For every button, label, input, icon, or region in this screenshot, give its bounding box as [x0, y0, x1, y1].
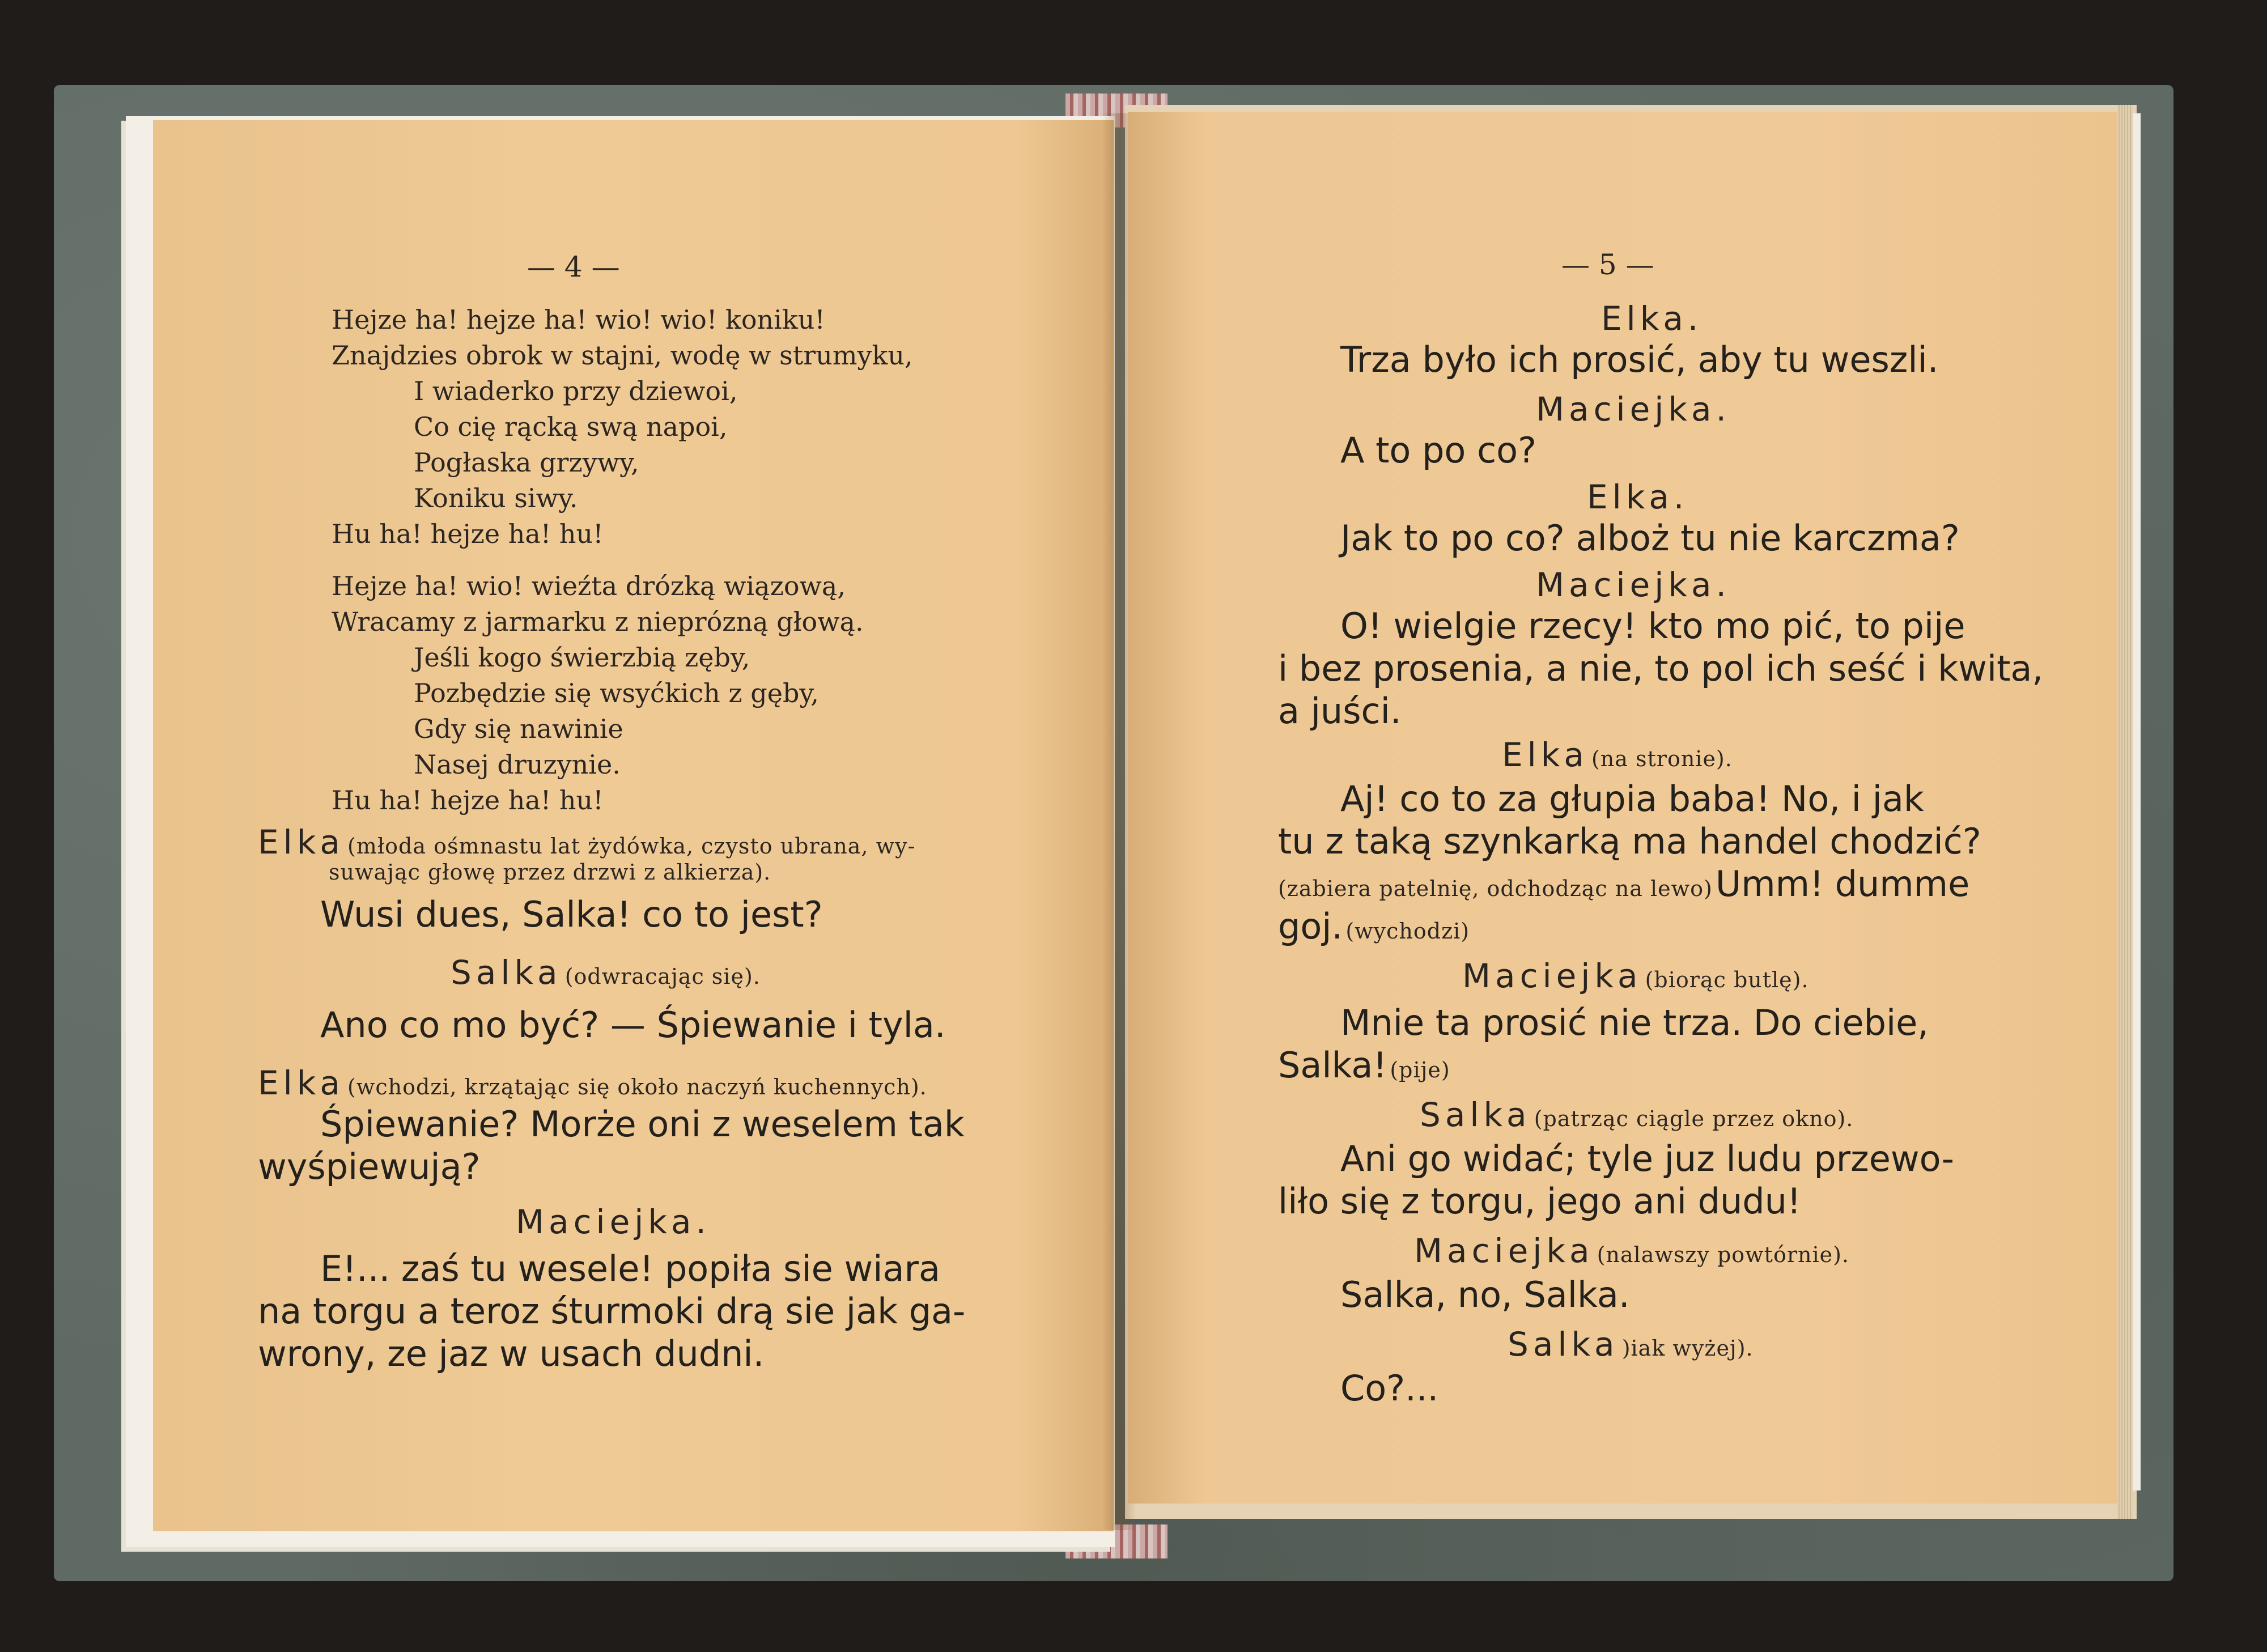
dialogue-line: i bez prosenia, a nie, to pol ich seść i kwita, [1278, 648, 2044, 689]
speaker-name: Elka [258, 823, 345, 861]
dialogue-line: O! wielgie rzecy! kto mo pić, to pije [1340, 605, 1965, 647]
dialogue-line: Jak to po co? alboż tu nie karczma? [1340, 517, 1960, 559]
stage-line [1502, 736, 1733, 774]
stage-line [258, 1064, 927, 1102]
stage-direction: (nalawszy powtórnie). [1597, 1242, 1850, 1267]
stage-direction: (odwracając się). [564, 964, 761, 989]
dialogue-line: Trza było ich prosić, aby tu weszli. [1340, 339, 1939, 380]
speaker-name: Maciejka. [516, 1203, 711, 1241]
song-line: Pogłaska grzywy, [414, 447, 639, 478]
dialogue-line: liło się z torgu, jego ani dudu! [1278, 1180, 1801, 1222]
dialogue-line: Wusi dues, Salka! co to jest? [320, 894, 823, 935]
speaker-name: Salka [451, 953, 562, 992]
song-line: Pozbędzie się wsyćkich z gęby, [414, 678, 819, 708]
speaker-name: Elka [258, 1064, 345, 1102]
stage-direction: (patrząc ciągle przez okno). [1534, 1106, 1854, 1131]
dialogue-line: Ani go widać; tyle juz ludu przewo- [1340, 1138, 1955, 1179]
dialogue-line: Ano co mo być? — Śpiewanie i tyla. [320, 1004, 946, 1046]
speaker-name: Salka [1420, 1095, 1531, 1134]
stage-direction: (wchodzi, krzątając się około naczyń kuchennych). [347, 1075, 927, 1099]
stage-direction: (pije) [1390, 1058, 1450, 1082]
left-page [153, 120, 1114, 1531]
stage-line [1278, 906, 1470, 947]
stage-line [1278, 1044, 1450, 1086]
dialogue-line: E!... zaś tu wesele! popiła sie wiara [320, 1248, 940, 1289]
stage-line [1508, 1325, 1754, 1364]
stage-direction: )iak wyżej). [1621, 1336, 1754, 1361]
song-line: I wiaderko przy dziewoi, [414, 376, 738, 406]
stage-line [1462, 957, 1809, 995]
song-line: Nasej druzynie. [414, 749, 621, 780]
song-line: Koniku siwy. [414, 483, 578, 513]
dialogue-line: Co?... [1340, 1368, 1439, 1409]
dialogue-line: tu z taką szynkarką ma handel chodzić? [1278, 821, 1981, 862]
stage-direction: suwając głowę przez drzwi z alkierza). [329, 860, 771, 885]
song-line: Hu ha! hejze ha! hu! [332, 519, 604, 549]
stage-direction: (wychodzi) [1345, 919, 1470, 944]
page-number: — 5 — [1561, 248, 1654, 281]
dialogue-line: na torgu a teroz śturmoki drą sie jak ga- [258, 1290, 966, 1332]
stage-line [451, 953, 761, 992]
speaker-name: Elka. [1601, 299, 1703, 338]
stage-line [1414, 1231, 1849, 1270]
speaker-name: Elka. [1587, 478, 1689, 516]
speaker-name: Maciejka [1414, 1231, 1594, 1270]
song-line: Wracamy z jarmarku z nieprózną głową. [332, 606, 864, 637]
song-line: Jeśli kogo świerzbią zęby, [414, 642, 750, 673]
dialogue-line: Salka! [1278, 1044, 1387, 1086]
song-line: Znajdzies obrok w stajni, wodę w strumyku, [332, 340, 913, 371]
endpaper-edge [2133, 113, 2141, 1490]
dialogue-line: wrony, ze jaz w usach dudni. [258, 1333, 765, 1374]
stage-direction: (zabiera patelnię, odchodząc na lewo) [1278, 876, 1713, 901]
stage-direction: (na stronie). [1591, 746, 1733, 771]
stage-direction: (biorąc butlę). [1645, 967, 1809, 992]
speaker-name: Salka [1508, 1325, 1619, 1364]
stage-line [1420, 1095, 1853, 1134]
dialogue-line: Umm! dumme [1715, 863, 1970, 904]
song-line: Gdy się nawinie [414, 714, 623, 744]
dialogue-line: Mnie ta prosić nie trza. Do ciebie, [1340, 1002, 1929, 1043]
stage-direction: (młoda ośmnastu lat żydówka, czysto ubrana, wy- [347, 834, 916, 859]
page-number: — 4 — [527, 250, 620, 283]
song-line: Hu ha! hejze ha! hu! [332, 785, 604, 816]
dialogue-line: goj. [1278, 906, 1343, 947]
dialogue-line: Salka, no, Salka. [1340, 1274, 1630, 1315]
dialogue-line: Śpiewanie? Morże oni z weselem tak [320, 1103, 965, 1145]
stage-line [1278, 863, 1969, 904]
dialogue-line: A to po co? [1340, 430, 1536, 471]
dialogue-line: a juści. [1278, 690, 1402, 732]
dialogue-line: Aj! co to za głupia baba! No, i jak [1340, 778, 1924, 819]
speaker-name: Maciejka. [1536, 390, 1731, 428]
song-line: Hejze ha! wio! wieźta drózką wiązową, [332, 571, 846, 601]
song-line: Hejze ha! hejze ha! wio! wio! koniku! [332, 304, 825, 335]
speaker-name: Elka [1502, 736, 1589, 774]
stage-line [258, 823, 915, 861]
speaker-name: Maciejka [1462, 957, 1642, 995]
page-edges [2117, 105, 2133, 1519]
right-page [1128, 112, 2117, 1504]
dialogue-line: wyśpiewują? [258, 1146, 481, 1187]
song-line: Co cię rącką swą napoi, [414, 411, 728, 442]
speaker-name: Maciejka. [1536, 566, 1731, 604]
